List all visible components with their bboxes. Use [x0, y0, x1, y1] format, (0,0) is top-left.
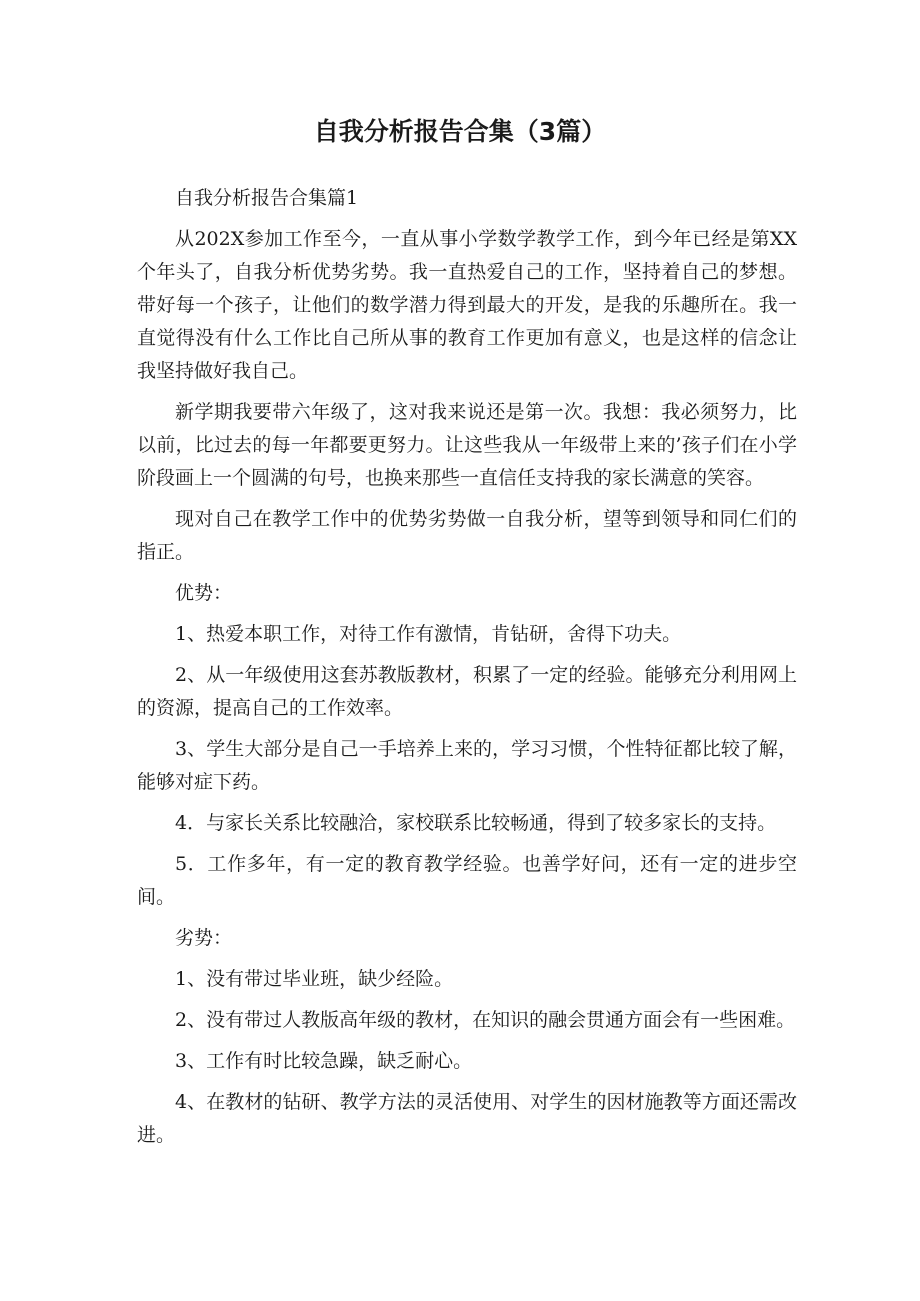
list-item: 3、学生大部分是自己一手培养上来的，学习习惯，个性特征都比较了解，能够对症下药。: [137, 738, 797, 793]
paragraph: 新学期我要带六年级了，这对我来说还是第一次。我想：我必须努力，比以前，比过去的每一年都要更努力。让这些我从一年级带上来的’孩子们在小学阶段画上一个圆满的句号，也换来那些一直信任支持我的家长满意的笑容。: [137, 401, 797, 489]
list-item: 1、热爱本职工作，对待工作有激情，肯钻研，舍得下功夫。: [175, 623, 682, 645]
list-item: 4．与家长关系比较融洽，家校联系比较畅通，得到了较多家长的支持。: [175, 812, 777, 834]
list-item: 1、没有带过毕业班，缺少经险。: [175, 968, 454, 990]
document-body: [137, 182, 797, 1152]
list-item: 2、从一年级使用这套苏教版教材，积累了一定的经验。能够充分利用网上的资源，提高自己的工作效率。: [137, 664, 797, 719]
paragraph: 现对自己在教学工作中的优势劣势做一自我分析，望等到领导和同仁们的指正。: [137, 508, 797, 563]
paragraph: 从202X参加工作至今，一直从事小学数学教学工作，到今年已经是第XX个年头了，自我分析优势劣势。我一直热爱自己的工作，坚持着自己的梦想。带好每一个孩子，让他们的数学潜力得到最大的开发，是我的乐趣所在。我一直觉得没有什么工作比自己所从事的教育工作更加有意义，也是这样的信念让我坚持做好我自己。: [137, 228, 797, 382]
list-item: 3、工作有时比较急躁，缺乏耐心。: [175, 1050, 473, 1072]
subheading-weaknesses: 劣势：: [175, 927, 233, 949]
list-item: 5．工作多年，有一定的教育教学经验。也善学好问，还有一定的进步空间。: [137, 853, 797, 908]
subheading-strengths: 优势：: [175, 582, 233, 604]
section-heading: 自我分析报告合集篇1: [175, 187, 359, 209]
list-item: 4、在教材的钻研、教学方法的灵活使用、对学生的因材施教等方面还需改进。: [137, 1091, 797, 1146]
list-item: 2、没有带过人教版高年级的教材，在知识的融会贯通方面会有一些困难。: [175, 1009, 796, 1031]
document-title: 自我分析报告合集（3篇）: [313, 117, 607, 146]
